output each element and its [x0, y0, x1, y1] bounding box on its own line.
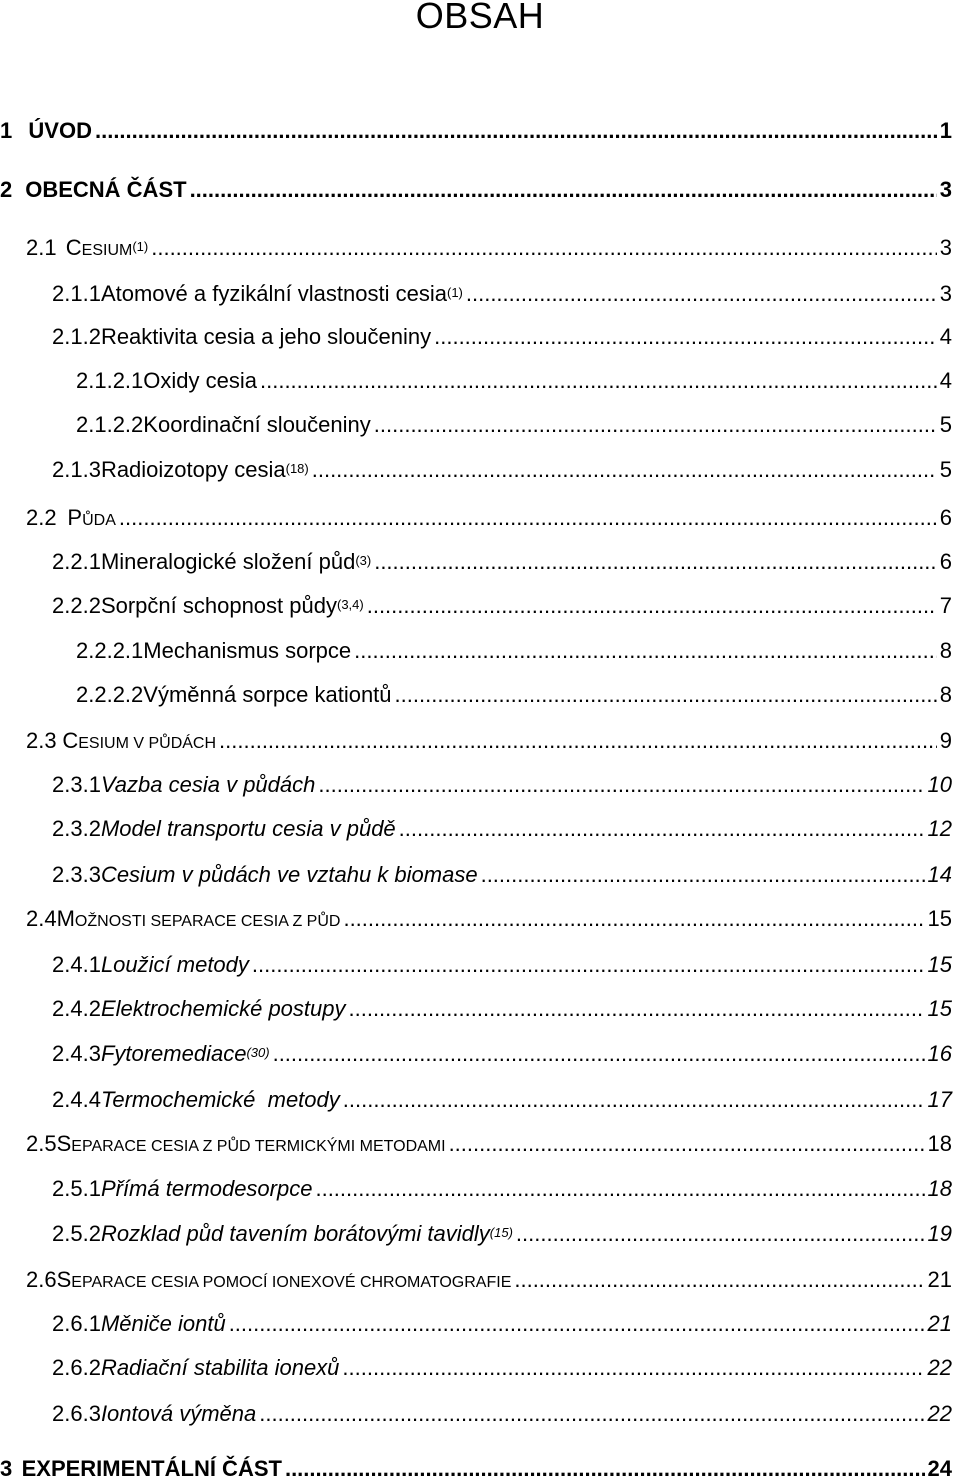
dot-leader	[151, 233, 937, 263]
dot-leader	[367, 591, 937, 621]
toc-entry-page: 24	[927, 1456, 952, 1481]
toc-entry-title: Radioizotopy cesia$^{(18)}$	[100, 457, 309, 482]
toc-entry-number: 2.6.3	[52, 1401, 101, 1426]
dot-leader	[399, 814, 925, 844]
toc-entry[interactable]	[52, 1174, 952, 1204]
toc-entry-number: 2.4.1	[52, 952, 101, 977]
toc-entry-page: 19	[927, 1221, 952, 1246]
toc-entry-page: 4	[939, 324, 952, 349]
toc-entry-page: 15	[927, 996, 952, 1021]
toc-entry-title: Oxidy cesia	[143, 368, 257, 393]
toc-entry-number: 2.2	[26, 505, 57, 530]
toc-entry[interactable]	[52, 1085, 952, 1115]
toc-entry-page: 15	[927, 906, 952, 931]
dot-leader	[285, 1454, 925, 1484]
dot-leader	[354, 636, 937, 666]
citation-superscript: (1)	[132, 239, 149, 254]
toc-entry-title: Rozklad půd tavením borátovými tavidly$^{(15)}$	[100, 1221, 513, 1246]
toc-entry-page: 21	[927, 1311, 952, 1336]
toc-entry-number: 2.2.2.1	[76, 638, 144, 663]
toc-entry-title: Reaktivita cesia a jeho sloučeniny	[100, 324, 432, 349]
toc-entry-number: 2.3.3	[52, 862, 101, 887]
toc-entry-page: 18	[927, 1176, 952, 1201]
toc-entry[interactable]	[52, 455, 952, 485]
toc-entry[interactable]	[26, 726, 952, 756]
toc-entry-page: 22	[927, 1355, 952, 1380]
toc-entry-title: Atomové a fyzikální vlastnosti cesia$^{(1)}$	[100, 281, 463, 306]
toc-entry-number: 2.3.1	[52, 772, 101, 797]
toc-entry-number: 2.4.2	[52, 996, 101, 1021]
toc-entry[interactable]	[52, 591, 952, 621]
dot-leader	[229, 1309, 925, 1339]
toc-entry-number: 2.1.2.1	[76, 368, 144, 393]
dot-leader	[514, 1265, 924, 1295]
citation-superscript: (1)	[446, 285, 463, 300]
dot-leader	[312, 455, 937, 485]
citation-superscript: (3,4)	[336, 597, 364, 612]
toc-entry[interactable]	[52, 860, 952, 890]
dot-leader	[434, 322, 937, 352]
toc-entry-title: CESIUM V PŮDÁCH	[62, 728, 217, 753]
toc-entry-title: Vazba cesia v půdách	[100, 772, 316, 797]
toc-entry[interactable]	[52, 322, 952, 352]
dot-leader	[374, 547, 937, 577]
toc-entry-page: 3	[939, 177, 952, 202]
toc-entry-title: Fytoremediace$^{(30)}$	[100, 1041, 270, 1066]
toc-entry-number: 2.4.4	[52, 1087, 101, 1112]
toc-entry-number: 2.4	[26, 906, 57, 931]
toc-entry-title: Loužicí metody	[100, 952, 249, 977]
toc-entry-number: 2.3.2	[52, 816, 101, 841]
citation-superscript: (15)	[489, 1225, 513, 1240]
dot-leader	[219, 726, 937, 756]
dot-leader	[259, 1399, 924, 1429]
dot-leader	[260, 366, 937, 396]
toc-entry-title: Radiační stabilita ionexů	[100, 1355, 340, 1380]
dot-leader	[95, 116, 937, 146]
toc-entry-number: 2.5	[26, 1131, 57, 1156]
dot-leader	[190, 175, 937, 205]
toc-entry-number: 2.6.1	[52, 1311, 101, 1336]
toc-entry-number: 2.6	[26, 1267, 57, 1292]
toc-entry-title: SEPARACE CESIA Z PŮD TERMICKÝMI METODAMI	[56, 1131, 446, 1156]
toc-entry-title: CESIUM$^{(1)}$	[65, 235, 149, 260]
toc-entry-title: Výměnná sorpce kationtů	[143, 682, 392, 707]
toc-entry-page: 16	[927, 1041, 952, 1066]
toc-entry-page: 6	[939, 549, 952, 574]
toc-entry[interactable]	[52, 770, 952, 800]
toc-entry[interactable]	[0, 116, 952, 146]
toc-entry-page: 1	[939, 118, 952, 143]
toc-entry-page: 21	[927, 1267, 952, 1292]
toc-entry[interactable]	[52, 950, 952, 980]
toc-entry-page: 5	[939, 412, 952, 437]
citation-superscript: (30)	[246, 1045, 270, 1060]
toc-entry[interactable]	[76, 366, 952, 396]
toc-entry[interactable]	[26, 904, 952, 934]
toc-entry[interactable]	[26, 1129, 952, 1159]
toc-entry-title: Mechanismus sorpce	[143, 638, 352, 663]
dot-leader	[273, 1039, 925, 1069]
toc-entry-page: 7	[939, 593, 952, 618]
toc-entry-title: PŮDA	[67, 505, 116, 530]
toc-entry-page: 9	[939, 728, 952, 753]
dot-leader	[349, 994, 925, 1024]
toc-entry-page: 14	[927, 862, 952, 887]
toc-entry-number: 2.1.2.2	[76, 412, 144, 437]
toc-entry-page: 8	[939, 638, 952, 663]
toc-entry-number: 2.2.2.2	[76, 682, 144, 707]
toc-entry-page: 4	[939, 368, 952, 393]
toc-entry-number: 2.2.2	[52, 593, 101, 618]
toc-entry-title: Model transportu cesia v půdě	[100, 816, 396, 841]
dot-leader	[449, 1129, 925, 1159]
toc-entry-title: Cesium v půdách ve vztahu k biomase	[100, 862, 478, 887]
toc-entry-number: 3	[0, 1456, 13, 1481]
toc-entry-page: 3	[939, 235, 952, 260]
citation-superscript: (3)	[355, 553, 372, 568]
toc-entry-page: 17	[927, 1087, 952, 1112]
toc-entry[interactable]	[52, 1353, 952, 1383]
toc-entry[interactable]	[52, 1219, 952, 1249]
toc-entry-title: SEPARACE CESIA POMOCÍ IONEXOVÉ CHROMATOGRAFIE	[56, 1267, 512, 1292]
dot-leader	[481, 860, 925, 890]
toc-entry-number: 2.2.1	[52, 549, 101, 574]
toc-entry-page: 18	[927, 1131, 952, 1156]
toc-entry-page: 6	[939, 505, 952, 530]
toc-entry-number: 2.6.2	[52, 1355, 101, 1380]
dot-leader	[252, 950, 925, 980]
toc-entry-number: 2.1.1	[52, 281, 101, 306]
toc-entry-title: EXPERIMENTÁLNÍ ČÁST	[21, 1456, 282, 1481]
toc-entry-number: 2.4.3	[52, 1041, 101, 1066]
dot-leader	[374, 410, 937, 440]
dot-leader	[119, 503, 937, 533]
dot-leader	[466, 279, 937, 309]
toc-entry-title: Sorpční schopnost půdy$^{(3,4)}$	[100, 593, 364, 618]
toc-entry[interactable]	[26, 1265, 952, 1295]
page-title: OBSAH	[415, 0, 545, 36]
toc-entry-title: Iontová výměna	[100, 1401, 257, 1426]
toc-entry-title: Mineralogické složení půd$^{(3)}$	[100, 549, 372, 574]
dot-leader	[516, 1219, 925, 1249]
toc-entry-page: 10	[927, 772, 952, 797]
toc-entry[interactable]	[0, 175, 952, 205]
toc-entry-number: 2.1	[26, 235, 57, 260]
toc-entry-number: 2.5.2	[52, 1221, 101, 1246]
toc-entry[interactable]	[52, 994, 952, 1024]
toc-entry[interactable]	[52, 1309, 952, 1339]
toc-entry-page: 5	[939, 457, 952, 482]
dot-leader	[343, 904, 924, 934]
dot-leader	[343, 1085, 925, 1115]
dot-leader	[395, 680, 937, 710]
toc-entry[interactable]	[26, 503, 952, 533]
toc-entry-number: 2.3	[26, 728, 57, 753]
toc-entry-title: MOŽNOSTI SEPARACE CESIA Z PŮD	[56, 906, 341, 931]
dot-leader	[318, 770, 924, 800]
toc-entry-page: 3	[939, 281, 952, 306]
toc-entry[interactable]	[52, 1399, 952, 1429]
toc-entry-page: 8	[939, 682, 952, 707]
toc-entry[interactable]	[52, 547, 952, 577]
toc-entry-page: 22	[927, 1401, 952, 1426]
toc-entry[interactable]	[26, 233, 952, 263]
toc-entry[interactable]	[52, 279, 952, 309]
dot-leader	[315, 1174, 924, 1204]
toc-entry[interactable]	[0, 1454, 952, 1484]
dot-leader	[342, 1353, 924, 1383]
toc-entry-title: OBECNÁ ČÁST	[25, 177, 187, 202]
toc-entry-title: Elektrochemické postupy	[100, 996, 346, 1021]
toc-entry-title: Koordinační sloučeniny	[143, 412, 371, 437]
toc-entry-number: 2	[0, 177, 13, 202]
toc-entry-title: Přímá termodesorpce	[100, 1176, 313, 1201]
toc-entry-number: 1	[0, 118, 13, 143]
toc-entry-page: 15	[927, 952, 952, 977]
toc-entry-title: ÚVOD	[28, 118, 92, 143]
citation-superscript: (18)	[285, 461, 309, 476]
toc-entry[interactable]	[76, 410, 952, 440]
toc-entry-number: 2.1.3	[52, 457, 101, 482]
toc-entry-title: Měniče iontů	[100, 1311, 226, 1336]
toc-entry[interactable]	[52, 1039, 952, 1069]
toc-entry-number: 2.1.2	[52, 324, 101, 349]
toc-entry[interactable]	[76, 636, 952, 666]
toc-entry-number: 2.5.1	[52, 1176, 101, 1201]
toc-entry[interactable]	[76, 680, 952, 710]
toc-entry-title: Termochemické metody	[100, 1087, 340, 1112]
toc-entry[interactable]	[52, 814, 952, 844]
toc-entry-page: 12	[927, 816, 952, 841]
